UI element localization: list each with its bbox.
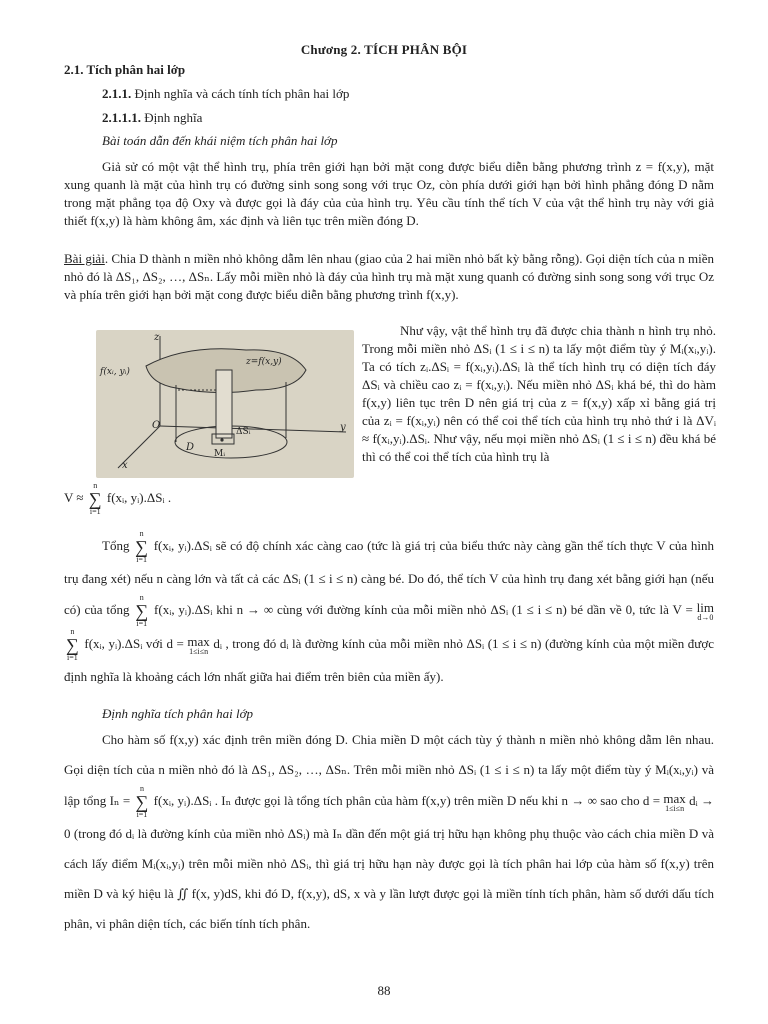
sum-lower: i=1 [67,653,78,662]
z-label: z [154,332,160,343]
paragraph-problem [64,158,714,230]
surface-label: z=f(x,y) [246,357,282,367]
sum-upper: n [139,593,144,602]
sum-upper: n [139,529,144,538]
max-sub: 1≤i≤n [665,803,685,813]
sum-symbol: n ∑ i=1 [88,481,102,516]
small-column [216,370,232,438]
point-label: f(xᵢ, yᵢ) [100,367,130,377]
mi-label: Mᵢ [214,449,226,459]
max-word: max [663,790,686,806]
subsection-number: 2.1.1. [102,86,132,101]
approx-left: V ≈ [64,489,84,505]
figure-side-text [362,322,716,466]
solution-label: Bài giải [64,251,105,266]
dsi-label: ΔSᵢ [236,427,251,437]
paragraph-solution-text: . Chia D thành n miền nhỏ không dẫm lên nhau (giao của 2 hai miền nhỏ bất kỳ bằng rỗng). Gọi diện tích của n miền nhỏ đó là ΔS₁, ΔS₂, …, ΔSₙ. Lấy mỗi miền nhỏ là đáy của hình trụ mà mặt xung quanh có đường sinh song song với trục Oz và phía trên giới hạn bởi mặt cong được biểu diễn bằng phương trình f(x,y). [64,251,715,302]
x-label: x [122,460,128,471]
figure-side-paragraph: Như vậy, vật thể hình trụ đã được chia thành n hình trụ nhỏ. Trong mỗi miền nhỏ ΔSᵢ (1 ≤ i ≤ n) ta lấy một điểm tùy ý Mᵢ(xᵢ,yᵢ). Ta có tích zᵢ.ΔSᵢ = f(xᵢ,yᵢ).ΔSᵢ là thể tích hình trụ có diện tích đáy ΔSᵢ và chiều cao zᵢ = f(xᵢ,yᵢ). Nếu miền nhỏ ΔSᵢ khá bé, thì do hàm f(x,y) liên tục trên D nên giá trị của z = f(x,y) xấp xỉ bằng giá trị của zᵢ = f(xᵢ,yᵢ) nên có thể coi thể tích của hình trụ nhỏ thứ i là ΔVᵢ ≈ f(xᵢ,yᵢ).ΔSᵢ. Như vậy, nếu mọi miền nhỏ ΔSᵢ (1 ≤ i ≤ n) đều khá bé thì có thể coi thể tích của hình trụ là [362,323,716,464]
sum-upper: n [93,481,98,490]
paragraph-limit [64,530,714,692]
d-label: D [186,442,195,453]
cylinder-figure [96,330,354,478]
approx-right: f(xᵢ, yᵢ).ΔSᵢ . [106,489,172,505]
approx-formula [64,482,171,516]
max-symbol [663,792,685,813]
sum-upper: n [70,627,75,636]
p4-part-b: f(xᵢ, yᵢ).ΔSᵢ . Iₙ được gọi là tổng tích phân của hàm f(x,y) trên miền D nếu khi n → ∞ sao cho d = [153,792,664,808]
subsection-heading [102,86,349,102]
subsubsection-number: 2.1.1.1. [102,110,141,125]
sum-symbol: n ∑ i=1 [135,593,149,628]
sum-symbol: n ∑ i=1 [135,784,149,819]
definition-heading: Định nghĩa tích phân hai lớp [102,706,254,721]
sum-lower: i=1 [136,619,148,628]
subsection-title: Định nghĩa và cách tính tích phân hai lớp [134,86,350,101]
page-number: 88 [377,983,391,998]
max-word: max [187,633,210,649]
sum-upper: n [139,784,144,793]
chapter-title: Chương 2. TÍCH PHÂN BỘI [300,42,468,57]
origin-label: O [152,420,161,431]
p3-part-a: Tổng [102,537,130,553]
subsubsection-heading [102,110,202,126]
paragraph-solution [64,250,714,304]
p3-part-e: dᵢ , trong đó dᵢ là đường kính của mỗi miền nhỏ ΔSᵢ (1 ≤ i ≤ n) (đường kính của một miền được định nghĩa là khoảng cách lớn nhất giữa hai điểm trên biên của miền ấy). [64,635,715,684]
problem-heading: Bài toán dẫn đến khái niệm tích phân hai lớp [102,133,338,148]
cylinder-diagram [96,330,354,478]
y-label: y [340,422,346,433]
subsubsection-title: Định nghĩa [144,110,203,125]
p3-part-b: f(xᵢ, yᵢ).ΔSᵢ sẽ có độ chính xác càng cao (tức là giá trị của biểu thức này càng gần thể tích thực V của hình trụ đang xét) nếu n càng lớn và tất cả các ΔSᵢ (1 ≤ i ≤ n) càng bé. Do đó, thể tích V của hình trụ đang xét bằng giới hạn (nếu có) của tổng [64,537,714,617]
max-sub: 1≤i≤n [189,646,209,656]
point-mi [220,438,223,441]
max-symbol [187,635,209,656]
section-heading: 2.1. Tích phân hai lớp [64,62,186,77]
paragraph-problem-text: Giả sử có một vật thể hình trụ, phía trên giới hạn bởi mặt cong được biểu diễn bằng phương trình z = f(x,y), mặt xung quanh là mặt của hình trụ có đường sinh song song với trục Oz, còn phía dưới giới hạn bởi hình phẳng đóng D nằm trong mặt phẳng tọa độ Oxy và được gọi là đáy của của hình trụ. Yêu cầu tính thể tích V của vật thể hình trụ này với giả thiết f(x,y) là hàm không âm, xác định và liên tục trên miền đóng D. [64,159,714,228]
p3-part-d: f(xᵢ, yᵢ).ΔSᵢ với d = [84,635,188,651]
sum-lower: i=1 [136,555,147,564]
p4-part-c: dᵢ → 0 (trong đó dᵢ là đường kính của miền nhỏ ΔSᵢ) mà Iₙ dần đến một giá trị hữu hạn không phụ thuộc vào cách chia miền D và cách lấy điểm Mᵢ(xᵢ,yᵢ) trên mỗi miền nhỏ ΔSᵢ, thì giá trị hữu hạn này được gọi là tích phân hai lớp của hàm số f(x,y) trên miền D và ký hiệu là ∬ f(x, y)dS, khi đó D, f(x,y), dS, x và y lần lượt được gọi là miền tính tích phân, hàm số dưới dấu tích phân, vi phân diện tích, các biến tính tích phân. [64,792,715,931]
paragraph-definition [64,725,714,939]
sum-lower: i=1 [89,507,101,516]
limit-sub: d→0 [697,612,714,622]
sum-lower: i=1 [136,810,148,819]
limit-word: lim [696,599,715,615]
sum-symbol: n ∑ i=1 [66,627,79,662]
sum-symbol: n ∑ i=1 [135,529,148,564]
p3-part-c: f(xᵢ, yᵢ).ΔSᵢ khi n → ∞ cùng với đường kính của mỗi miền nhỏ ΔSᵢ (1 ≤ i ≤ n) bé dần về 0, tức là V = [154,601,697,617]
limit-symbol [697,601,714,622]
p4-part-a: Cho hàm số f(x,y) xác định trên miền đóng D. Chia miền D một cách tùy ý thành n miền nhỏ không dẫm lên nhau. Gọi diện tích của n miền nhỏ đó là ΔS₁, ΔS₂, …, ΔSₙ. Trên mỗi miền nhỏ ΔSᵢ (1 ≤ i ≤ n) ta lấy một điểm tùy ý Mᵢ(xᵢ,yᵢ) và lập tổng Iₙ = [64,732,714,808]
